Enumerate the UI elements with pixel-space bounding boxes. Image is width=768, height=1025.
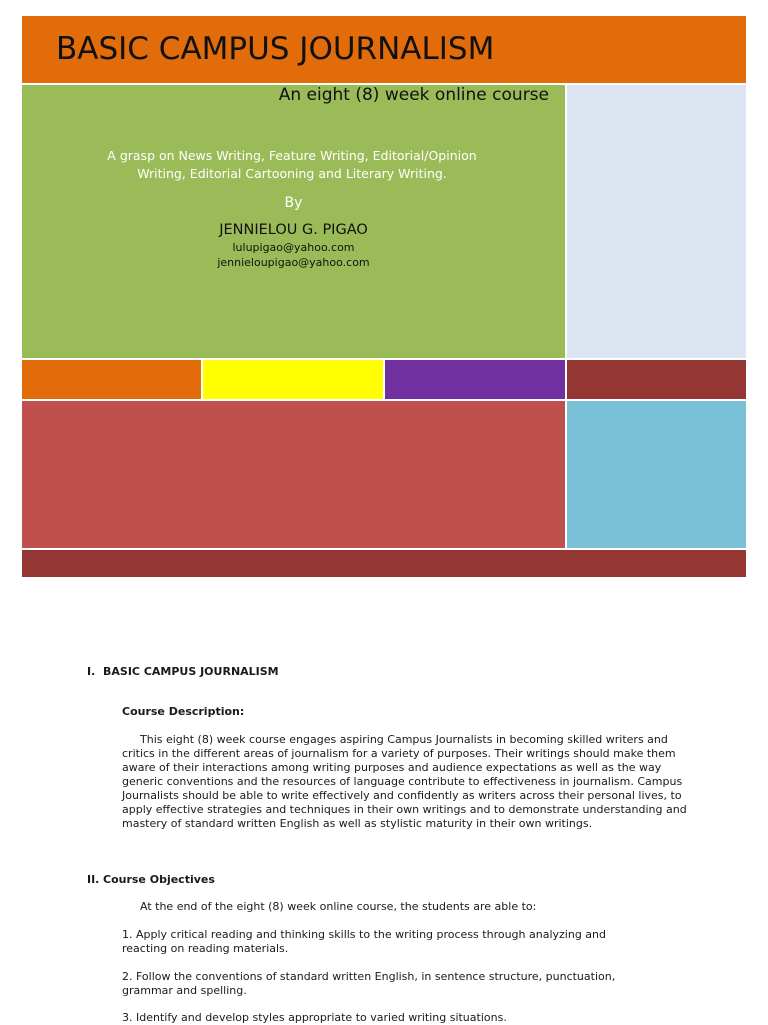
course-description-paragraph: This eight (8) week course engages aspiring Campus Journalists in becoming skilled writers and critics in the different areas of journalism for a variety of purposes. Their writings should make them aware of their interactions among writing purposes and audience expectations as well as the way generic conventions and the resources of language contribute to effectiveness in journalism. Campus Journalists should be able to write effectively and confidently as writers across their personal lives, to apply effective strategies and techniques in their own writings and to demonstrate understanding and mastery of standard written English as well as stylistic maturity in their own writings. (122, 733, 687, 830)
decor-block-yellow (203, 360, 383, 399)
decor-block-light-blue (567, 85, 746, 358)
author-email-2: jennieloupigao@yahoo.com (217, 256, 370, 269)
objective-item: 1. Apply critical reading and thinking skills to the writing process through analyzing and reacting on reading materials. (122, 928, 606, 955)
section-1-title: BASIC CAMPUS JOURNALISM (103, 665, 279, 678)
author-email-1: lulupigao@yahoo.com (232, 241, 355, 254)
course-description-label: Course Description: (122, 705, 245, 718)
decor-block-red (22, 401, 565, 548)
author-name: JENNIELOU G. PIGAO (219, 222, 368, 238)
objective-item: 3. Identify and develop styles appropriate to varied writing situations. (122, 1011, 507, 1024)
title-banner (22, 16, 746, 83)
section-1-number: I. (87, 665, 96, 678)
decor-block-maroon (567, 360, 746, 399)
tagline-line-2: Writing, Editorial Cartooning and Literary Writing. (137, 166, 447, 181)
section-2-title: Course Objectives (103, 873, 215, 886)
decor-block-sky-blue (567, 401, 746, 548)
decor-block-orange (22, 360, 201, 399)
decor-block-purple (385, 360, 565, 399)
by-label: By (284, 195, 303, 211)
section-1-heading (87, 665, 279, 679)
objective-item: 2. Follow the conventions of standard written English, in sentence structure, punctuation, grammar and spelling. (122, 970, 616, 997)
section-2-heading (87, 873, 215, 887)
objectives-intro: At the end of the eight (8) week online course, the students are able to: (140, 900, 537, 913)
section-2-number: II. (87, 873, 100, 886)
decor-bar-maroon (22, 550, 746, 577)
tagline-line-1: A grasp on News Writing, Feature Writing, Editorial/Opinion (107, 148, 477, 163)
course-subtitle: An eight (8) week online course (278, 85, 549, 105)
document-title: BASIC CAMPUS JOURNALISM (56, 31, 495, 67)
cover-info-panel (22, 85, 565, 358)
course-tagline (42, 147, 542, 183)
